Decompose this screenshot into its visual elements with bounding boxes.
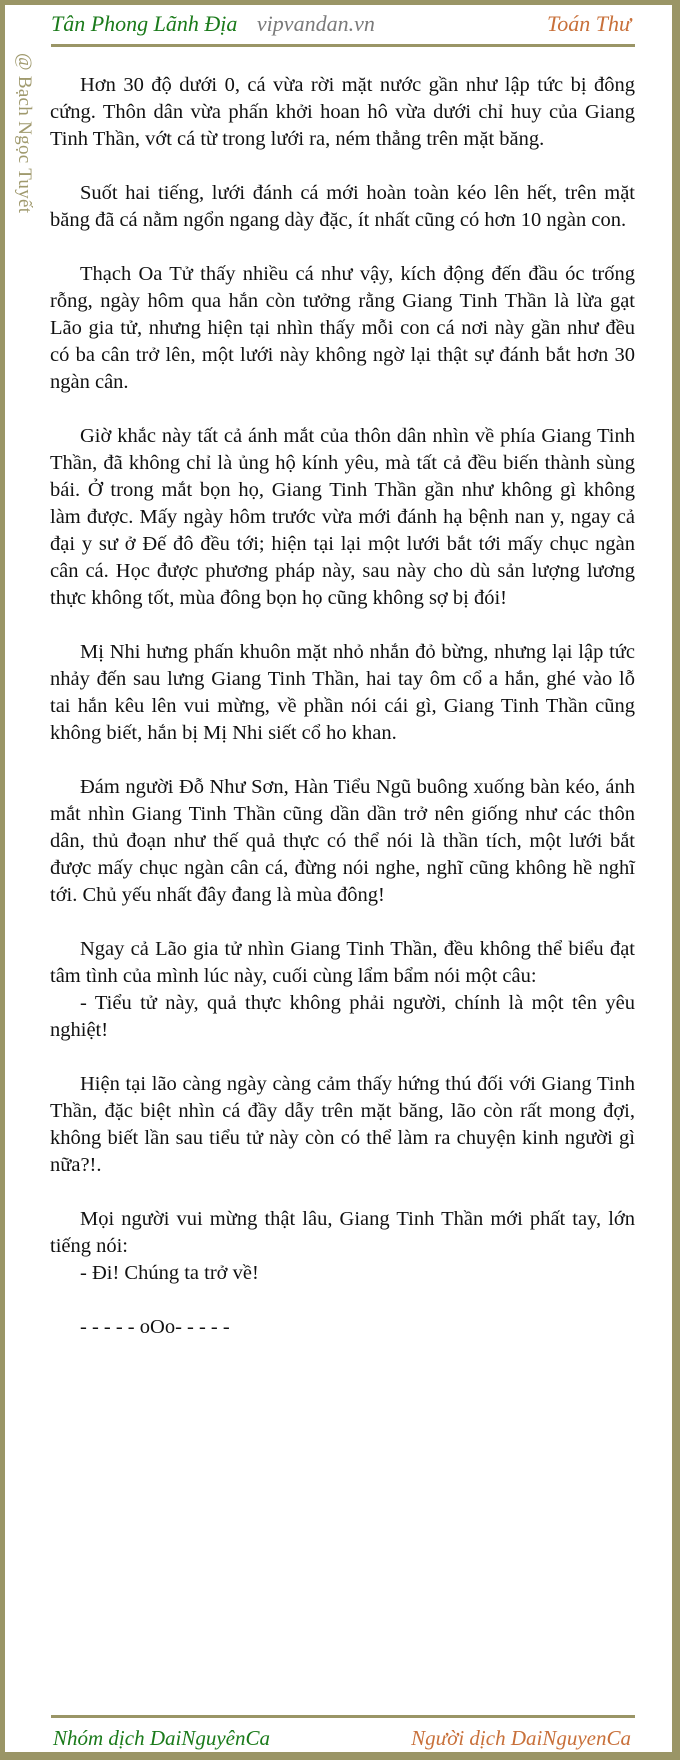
paragraph: Giờ khắc này tất cả ánh mắt của thôn dân nhìn về phía Giang Tinh Thần, đã không chỉ là ủng hộ kính yêu, mà tất cả đều biến thành sùng bái. Ở trong mắt bọn họ, Giang Tinh Thần gần như không gì không làm được. Mấy ngày hôm trước vừa mới đánh hạ bệnh nan y, ngay cả đại y sư ở Đế đô đều tới; hiện tại lại một lưới bắt tới mấy chục ngàn cân cá. Học được phương pháp này, sau này cho dù sản lượng lương thực không tốt, mùa đông bọn họ cũng không sợ bị đói!: [50, 425, 635, 609]
translator-credit: Người dịch DaiNguyenCa: [411, 1726, 631, 1750]
category-label: Toán Thư: [547, 11, 631, 36]
paragraph: Hơn 30 độ dưới 0, cá vừa rời mặt nước gần như lập tức bị đông cứng. Thôn dân vừa phấn khởi hoan hô vừa dưới chỉ huy của Giang Tinh Thần, vớt cá từ trong lưới ra, ném thẳng trên mặt băng.: [50, 74, 635, 150]
paragraph: Mị Nhi hưng phấn khuôn mặt nhỏ nhắn đỏ bừng, nhưng lại lập tức nhảy đến sau lưng Giang Tinh Thần, hai tay ôm cổ a hắn, ghé vào lỗ tai hắn kêu lên vui mừng, về phần nói cái gì, Giang Tinh Thần cũng không biết, hắn bị Mị Nhi siết cổ ho khan.: [50, 641, 635, 744]
page: [5, 5, 672, 1752]
paragraph: Ngay cả Lão gia tử nhìn Giang Tinh Thần, đều không thể biểu đạt tâm tình của mình lúc này, cuối cùng lẩm bẩm nói một câu:: [50, 938, 635, 987]
dialog-line: - Tiểu tử này, quả thực không phải người, chính là một tên yêu nghiệt!: [50, 992, 635, 1041]
footer-divider: [51, 1715, 635, 1718]
paragraph: Đám người Đỗ Như Sơn, Hàn Tiểu Ngũ buông xuống bàn kéo, ánh mắt nhìn Giang Tinh Thần cũng dần dần trở nên giống như các thôn dân, thủ đoạn như thế quả thực có thể nói là thần tích, một lưới bắt được mấy chục ngàn cân cá, đừng nói nghe, nghĩ cũng không hề nghĩ tới. Chủ yếu nhất đây đang là mùa đông!: [50, 776, 635, 906]
header-divider: [51, 44, 635, 47]
chapter-end-divider: - - - - - oOo- - - - -: [80, 1316, 230, 1338]
paragraph: Hiện tại lão càng ngày càng cảm thấy hứng thú đối với Giang Tinh Thần, đặc biệt nhìn cá đầy dẫy trên mặt băng, lão còn rất mong đợi, không biết lần sau tiểu tử này còn có thể làm ra chuyện kinh người gì nữa?!.: [50, 1073, 635, 1176]
chapter-text: [50, 72, 635, 1368]
site-domain: vipvandan.vn: [256, 11, 375, 36]
page-footer: [53, 1723, 635, 1753]
page-header: [51, 9, 635, 39]
dialog-line: - Đi! Chúng ta trở về!: [80, 1262, 259, 1284]
site-name: Tân Phong Lãnh Địa: [51, 11, 238, 36]
side-credit: @ Bạch Ngọc Tuyết: [14, 53, 35, 214]
paragraph: Mọi người vui mừng thật lâu, Giang Tinh Thần mới phất tay, lớn tiếng nói:: [50, 1208, 635, 1257]
translation-group: Nhóm dịch DaiNguyênCa: [53, 1726, 270, 1750]
paragraph: Thạch Oa Tử thấy nhiều cá như vậy, kích động đến đầu óc trống rỗng, ngày hôm qua hắn còn tưởng rằng Giang Tinh Thần là lừa gạt Lão gia tử, nhưng hiện tại nhìn thấy mỗi con cá nơi này gần như đều có ba cân trở lên, một lưới này không ngờ lại thật sự đánh bắt hơn 30 ngàn cân.: [50, 263, 635, 393]
paragraph: Suốt hai tiếng, lưới đánh cá mới hoàn toàn kéo lên hết, trên mặt băng đã cá nằm ngổn ngang dày đặc, ít nhất cũng có hơn 10 ngàn con.: [50, 182, 635, 231]
